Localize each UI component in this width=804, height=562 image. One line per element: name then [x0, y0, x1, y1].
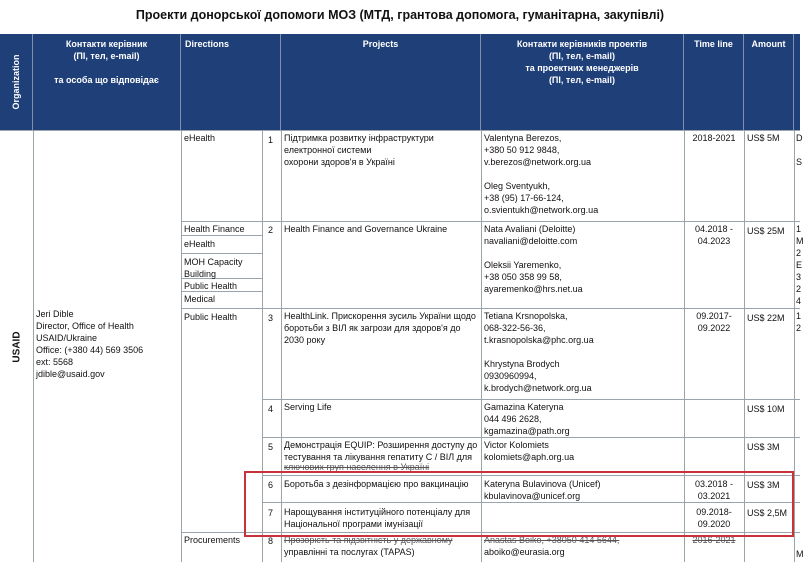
- header-project-managers: Контакти керівників проектів (ПІ, тел, e-mail) та проектних менеджерів (ПІ, тел, e-mail): [481, 34, 684, 130]
- direction-ehealth-2: eHealth: [184, 239, 216, 249]
- timeline: 03.2018 - 03.2021: [694, 479, 734, 501]
- project-managers: Victor Kolomiets kolomiets@aph.org.ua: [484, 440, 575, 462]
- project-managers: Valentyna Berezos, +380 50 912 9848, v.berezos@network.org.ua Oleg Sventyukh, +38 (95) 17-66-124, o.svientukh@network.org.ua: [484, 133, 599, 215]
- amount: US$ 22M: [747, 313, 785, 323]
- project-name: Нарощування інституційного потенціалу для Національної програми імунізації: [284, 507, 471, 529]
- project-name: HealthLink. Прискорення зусиль України щодо боротьби з ВІЛ як загрози для здоров'я до 2030 року: [284, 311, 476, 345]
- project-managers: Kateryna Bulavinova (Unicef) kbulavinova@unicef.org: [484, 479, 601, 501]
- timeline: 09.2018- 09.2020: [696, 507, 732, 529]
- document-title: Проекти донорської допомоги МОЗ (МТД, грантова допомога, гуманітарна, закупівлі): [135, 8, 665, 22]
- timeline: 2016-2021: [692, 535, 736, 545]
- header-contacts: Контакти керівник (ПІ, тел, e-mail) та особа що відповідає: [33, 34, 181, 130]
- project-name: Health Finance and Governance Ukraine: [284, 224, 448, 234]
- organization-cell: USAID: [0, 131, 34, 562]
- header-amount: Amount: [744, 34, 794, 130]
- row-number: 1: [268, 135, 274, 145]
- project-managers: Gamazina Kateryna 044 496 2628, kgamazina@path.org: [484, 402, 570, 436]
- row-number: 5: [268, 442, 274, 452]
- project-managers: Nata Avaliani (Deloitte) navaliani@deloitte.com Oleksii Yaremenko, +38 050 358 99 58, ayaremenko@hrs.net.ua: [484, 224, 583, 294]
- header-organization: Organization: [0, 34, 33, 130]
- direction-procurements: Procurements: [184, 535, 241, 545]
- amount: US$ 2,5M: [747, 508, 788, 518]
- header-directions: Directions: [181, 34, 281, 130]
- contact-cell: Jeri Dible Director, Office of Health USAID/Ukraine Office: (+380 44) 569 3506 ext: 5568 jdible@usaid.gov: [36, 309, 144, 379]
- direction-health-finance: Health Finance: [184, 224, 245, 234]
- extra-col: M: [796, 549, 804, 559]
- amount: US$ 10M: [747, 404, 785, 414]
- row-number: 8: [268, 536, 274, 546]
- amount: US$ 3M: [747, 442, 780, 452]
- direction-public-health-2: Public Health: [184, 312, 238, 322]
- header-timeline: Time line: [684, 34, 744, 130]
- amount: US$ 3M: [747, 480, 780, 490]
- direction-moh-capacity: MOH Capacity Building: [184, 257, 243, 279]
- direction-ehealth: eHealth: [184, 133, 216, 143]
- timeline: 09.2017- 09.2022: [696, 311, 732, 333]
- project-name: Підтримка розвитку інфраструктури електронної системи охорони здоров'я в Україні: [284, 133, 434, 167]
- header-projects: Projects: [281, 34, 481, 130]
- row-number: 4: [268, 404, 274, 414]
- row-number: 7: [268, 508, 274, 518]
- extra-col: D S: [796, 133, 803, 167]
- row-number: 2: [268, 225, 274, 235]
- highlight-box: [244, 471, 794, 537]
- project-name: Serving Life: [284, 402, 332, 412]
- amount: US$ 5M: [747, 133, 780, 143]
- timeline: 2018-2021: [692, 133, 736, 143]
- header-extra: [794, 34, 800, 130]
- project-name: Демонстрація EQUIP: Розширення доступу до тестування та лікування гепатиту С / ВІЛ для ключових груп населення в Україні: [284, 440, 478, 472]
- project-name: Боротьба з дезінформацією про вакцинацію: [284, 479, 469, 489]
- project-managers: Anastas Boiko, +38050 414 5644, aboiko@eurasia.org: [484, 535, 620, 557]
- row-number: 3: [268, 313, 274, 323]
- row-number: 6: [268, 480, 274, 490]
- project-managers: Tetiana Krsnopolska, 068-322-56-36, t.krasnopolska@phc.org.ua Khrystyna Brodych 0930960994, k.brodych@network.org.ua: [484, 311, 594, 393]
- direction-medical: Medical: [184, 294, 216, 304]
- amount: US$ 25M: [747, 226, 785, 236]
- timeline: 04.2018 - 04.2023: [694, 224, 734, 246]
- project-name: Прозорість та підзвітність у державному управлінні та послугах (TAPAS): [284, 535, 453, 557]
- direction-public-health: Public Health: [184, 281, 238, 291]
- extra-col: 1 2: [796, 311, 802, 333]
- extra-col: 1 M 2 E 3 2 4: [796, 224, 804, 306]
